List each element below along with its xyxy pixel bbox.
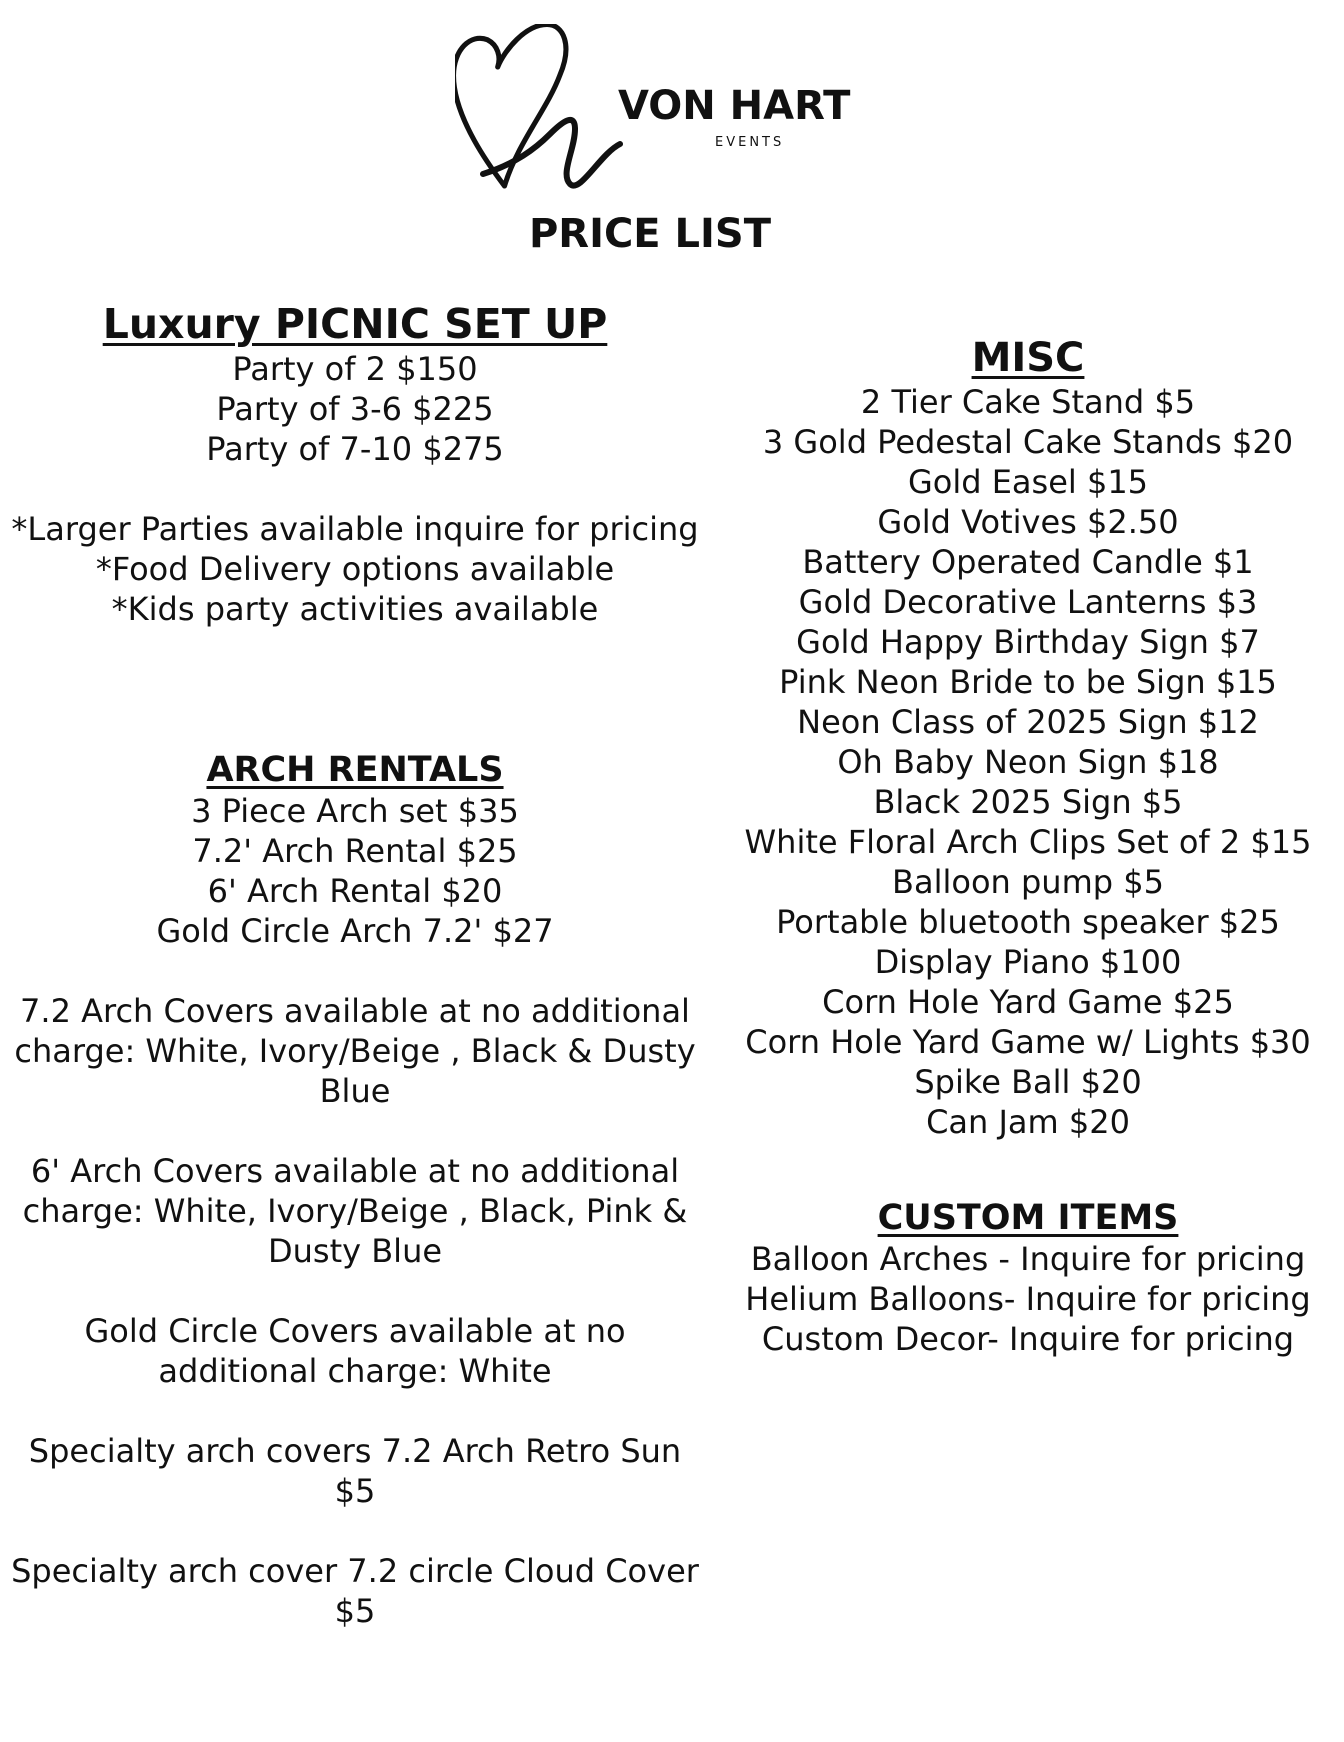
misc-item: Corn Hole Yard Game w/ Lights $30 — [745, 1023, 1311, 1061]
misc-item: Neon Class of 2025 Sign $12 — [797, 703, 1259, 741]
misc-item: Can Jam $20 — [926, 1103, 1130, 1141]
misc-section-title: MISC — [971, 335, 1085, 381]
misc-item: Battery Operated Candle $1 — [802, 543, 1254, 581]
brand-name: VON HART — [618, 83, 851, 129]
misc-item: Corn Hole Yard Game $25 — [822, 983, 1234, 1021]
arch-note: Specialty arch cover 7.2 circle Cloud Cover $5 — [11, 1552, 699, 1631]
misc-item: Gold Easel $15 — [907, 463, 1149, 501]
misc-item: Oh Baby Neon Sign $18 — [837, 743, 1219, 781]
right-column — [718, 334, 1338, 1359]
custom-item: Balloon Arches - Inquire for pricing — [750, 1240, 1306, 1278]
brand-subtitle: EVENTS — [715, 135, 785, 150]
arch-note: 6' Arch Covers available at no additional charge: White, Ivory/Beige , Black, Pink & Dusty Blue — [22, 1152, 688, 1271]
page-title: PRICE LIST — [528, 211, 772, 257]
picnic-item: Party of 2 $150 — [232, 350, 478, 389]
misc-item: Portable bluetooth speaker $25 — [776, 903, 1280, 941]
misc-item: Black 2025 Sign $5 — [873, 783, 1183, 821]
arch-item: Gold Circle Arch 7.2' $27 — [156, 912, 554, 951]
misc-item: Pink Neon Bride to be Sign $15 — [779, 663, 1277, 701]
picnic-note: *Food Delivery options available — [95, 550, 615, 589]
picnic-section-title: Luxury PICNIC SET UP — [102, 300, 608, 348]
misc-item: Gold Votives $2.50 — [877, 503, 1179, 541]
misc-item: Balloon pump $5 — [892, 863, 1164, 901]
custom-section-title: CUSTOM ITEMS — [877, 1198, 1179, 1238]
misc-item: Gold Decorative Lanterns $3 — [798, 583, 1258, 621]
picnic-item: Party of 7-10 $275 — [206, 430, 504, 469]
misc-item: Spike Ball $20 — [914, 1063, 1142, 1101]
misc-item: Display Piano $100 — [874, 943, 1182, 981]
arch-note: Specialty arch covers 7.2 Arch Retro Sun $5 — [28, 1432, 682, 1511]
custom-item: Helium Balloons- Inquire for pricing — [745, 1280, 1311, 1318]
arch-item: 3 Piece Arch set $35 — [191, 792, 519, 831]
misc-item: White Floral Arch Clips Set of 2 $15 — [744, 823, 1312, 861]
custom-item: Custom Decor- Inquire for pricing — [761, 1320, 1295, 1358]
arch-section-title: ARCH RENTALS — [206, 750, 504, 791]
misc-item: 3 Gold Pedestal Cake Stands $20 — [762, 423, 1294, 461]
misc-item: 2 Tier Cake Stand $5 — [860, 383, 1196, 421]
arch-note: 7.2 Arch Covers available at no additional charge: White, Ivory/Beige , Black & Dusty Blue — [14, 992, 696, 1111]
misc-item: Gold Happy Birthday Sign $7 — [796, 623, 1260, 661]
arch-note: Gold Circle Covers available at no additional charge: White — [84, 1312, 626, 1391]
left-column — [10, 300, 700, 1631]
picnic-item: Party of 3-6 $225 — [216, 390, 494, 429]
arch-item: 6' Arch Rental $20 — [207, 872, 503, 911]
arch-item: 7.2' Arch Rental $25 — [192, 832, 518, 871]
picnic-note: *Larger Parties available inquire for pricing — [11, 510, 699, 549]
picnic-note: *Kids party activities available — [111, 590, 599, 629]
